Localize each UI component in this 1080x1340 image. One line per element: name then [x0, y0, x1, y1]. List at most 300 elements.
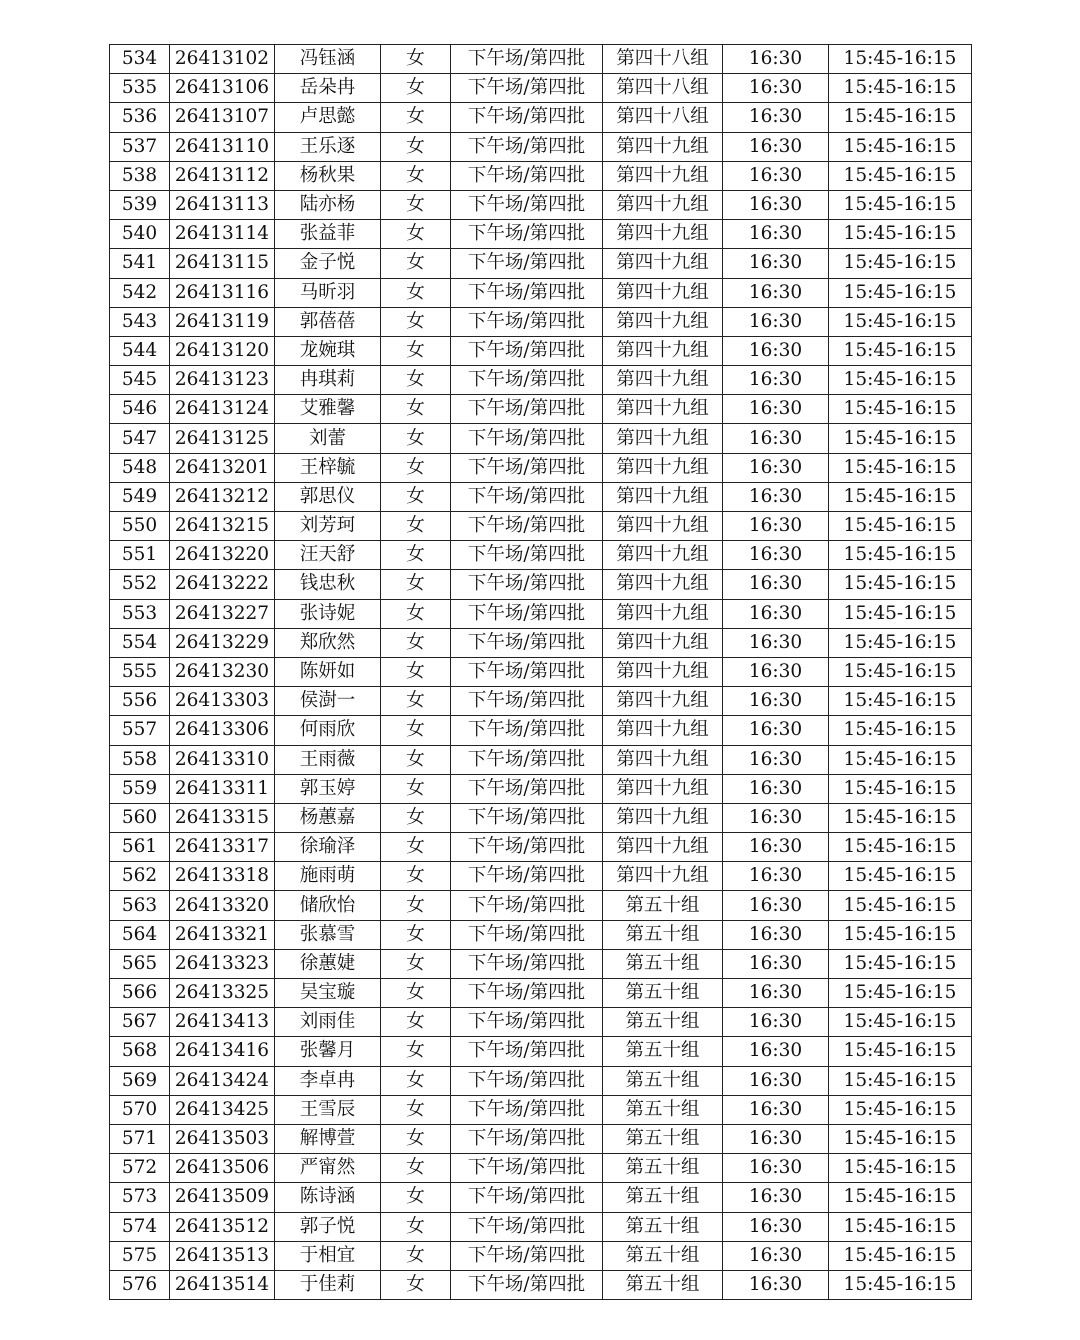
cell-student-name: 冯钰涵: [275, 45, 381, 74]
cell-serial-number: 540: [110, 220, 170, 249]
cell-student-id: 26413317: [170, 833, 275, 862]
cell-student-name: 龙婉琪: [275, 336, 381, 365]
cell-gender: 女: [381, 1037, 451, 1066]
cell-start-time: 16:30: [723, 979, 829, 1008]
cell-session-batch: 下午场/第四批: [451, 336, 603, 365]
cell-group: 第四十八组: [603, 45, 723, 74]
cell-check-in-window: 15:45-16:15: [829, 161, 972, 190]
table-row: [110, 541, 972, 570]
cell-session-batch: 下午场/第四批: [451, 453, 603, 482]
cell-serial-number: 568: [110, 1037, 170, 1066]
cell-gender: 女: [381, 512, 451, 541]
table-row: [110, 512, 972, 541]
cell-start-time: 16:30: [723, 366, 829, 395]
table-row: [110, 1124, 972, 1153]
cell-start-time: 16:30: [723, 920, 829, 949]
cell-start-time: 16:30: [723, 453, 829, 482]
cell-student-id: 26413230: [170, 657, 275, 686]
cell-gender: 女: [381, 1154, 451, 1183]
cell-serial-number: 563: [110, 891, 170, 920]
document-page: [109, 44, 971, 1300]
cell-session-batch: 下午场/第四批: [451, 1212, 603, 1241]
cell-start-time: 16:30: [723, 336, 829, 365]
cell-student-id: 26413315: [170, 803, 275, 832]
cell-student-name: 杨蕙嘉: [275, 803, 381, 832]
cell-serial-number: 546: [110, 395, 170, 424]
cell-student-id: 26413506: [170, 1154, 275, 1183]
cell-student-name: 张诗妮: [275, 599, 381, 628]
cell-group: 第四十九组: [603, 862, 723, 891]
cell-gender: 女: [381, 1095, 451, 1124]
table-row: [110, 1066, 972, 1095]
cell-check-in-window: 15:45-16:15: [829, 803, 972, 832]
cell-student-id: 26413113: [170, 190, 275, 219]
cell-serial-number: 535: [110, 74, 170, 103]
cell-gender: 女: [381, 1066, 451, 1095]
table-row: [110, 366, 972, 395]
cell-start-time: 16:30: [723, 1183, 829, 1212]
cell-start-time: 16:30: [723, 190, 829, 219]
cell-check-in-window: 15:45-16:15: [829, 541, 972, 570]
table-row: [110, 657, 972, 686]
cell-check-in-window: 15:45-16:15: [829, 1008, 972, 1037]
cell-session-batch: 下午场/第四批: [451, 716, 603, 745]
cell-student-name: 王雪辰: [275, 1095, 381, 1124]
table-row: [110, 862, 972, 891]
cell-serial-number: 559: [110, 774, 170, 803]
cell-check-in-window: 15:45-16:15: [829, 862, 972, 891]
cell-serial-number: 566: [110, 979, 170, 1008]
cell-session-batch: 下午场/第四批: [451, 512, 603, 541]
table-row: [110, 570, 972, 599]
cell-start-time: 16:30: [723, 1270, 829, 1299]
cell-start-time: 16:30: [723, 541, 829, 570]
cell-check-in-window: 15:45-16:15: [829, 1124, 972, 1153]
cell-serial-number: 561: [110, 833, 170, 862]
cell-group: 第四十九组: [603, 190, 723, 219]
cell-serial-number: 574: [110, 1212, 170, 1241]
cell-gender: 女: [381, 745, 451, 774]
cell-student-name: 艾雅馨: [275, 395, 381, 424]
cell-student-name: 陈诗涵: [275, 1183, 381, 1212]
table-row: [110, 453, 972, 482]
cell-serial-number: 564: [110, 920, 170, 949]
cell-check-in-window: 15:45-16:15: [829, 395, 972, 424]
cell-session-batch: 下午场/第四批: [451, 1270, 603, 1299]
cell-session-batch: 下午场/第四批: [451, 570, 603, 599]
cell-start-time: 16:30: [723, 891, 829, 920]
cell-serial-number: 536: [110, 103, 170, 132]
cell-student-id: 26413325: [170, 979, 275, 1008]
cell-session-batch: 下午场/第四批: [451, 74, 603, 103]
cell-start-time: 16:30: [723, 74, 829, 103]
cell-gender: 女: [381, 716, 451, 745]
cell-student-id: 26413125: [170, 424, 275, 453]
cell-start-time: 16:30: [723, 1095, 829, 1124]
cell-serial-number: 549: [110, 482, 170, 511]
cell-gender: 女: [381, 979, 451, 1008]
cell-serial-number: 562: [110, 862, 170, 891]
cell-serial-number: 537: [110, 132, 170, 161]
table-row: [110, 336, 972, 365]
cell-gender: 女: [381, 336, 451, 365]
cell-check-in-window: 15:45-16:15: [829, 1037, 972, 1066]
cell-group: 第五十组: [603, 979, 723, 1008]
cell-group: 第四十九组: [603, 424, 723, 453]
cell-student-id: 26413413: [170, 1008, 275, 1037]
cell-student-name: 王乐逐: [275, 132, 381, 161]
cell-student-name: 于佳莉: [275, 1270, 381, 1299]
cell-start-time: 16:30: [723, 103, 829, 132]
cell-session-batch: 下午场/第四批: [451, 920, 603, 949]
cell-check-in-window: 15:45-16:15: [829, 949, 972, 978]
cell-start-time: 16:30: [723, 599, 829, 628]
cell-start-time: 16:30: [723, 395, 829, 424]
cell-start-time: 16:30: [723, 132, 829, 161]
table-row: [110, 599, 972, 628]
cell-gender: 女: [381, 161, 451, 190]
cell-check-in-window: 15:45-16:15: [829, 628, 972, 657]
cell-gender: 女: [381, 366, 451, 395]
cell-gender: 女: [381, 395, 451, 424]
cell-session-batch: 下午场/第四批: [451, 395, 603, 424]
cell-student-name: 徐瑜泽: [275, 833, 381, 862]
table-row: [110, 1212, 972, 1241]
cell-student-name: 张益菲: [275, 220, 381, 249]
cell-serial-number: 560: [110, 803, 170, 832]
table-row: [110, 1270, 972, 1299]
cell-gender: 女: [381, 1270, 451, 1299]
table-row: [110, 687, 972, 716]
cell-student-name: 吴宝璇: [275, 979, 381, 1008]
cell-serial-number: 541: [110, 249, 170, 278]
table-row: [110, 833, 972, 862]
cell-student-id: 26413222: [170, 570, 275, 599]
cell-serial-number: 542: [110, 278, 170, 307]
cell-session-batch: 下午场/第四批: [451, 161, 603, 190]
cell-serial-number: 553: [110, 599, 170, 628]
cell-student-name: 金子悦: [275, 249, 381, 278]
cell-group: 第五十组: [603, 1008, 723, 1037]
cell-student-id: 26413116: [170, 278, 275, 307]
table-row: [110, 1037, 972, 1066]
cell-serial-number: 554: [110, 628, 170, 657]
cell-group: 第四十九组: [603, 687, 723, 716]
cell-serial-number: 545: [110, 366, 170, 395]
cell-student-name: 严甯然: [275, 1154, 381, 1183]
cell-gender: 女: [381, 190, 451, 219]
cell-gender: 女: [381, 803, 451, 832]
table-row: [110, 716, 972, 745]
table-row: [110, 249, 972, 278]
cell-session-batch: 下午场/第四批: [451, 891, 603, 920]
cell-start-time: 16:30: [723, 862, 829, 891]
cell-check-in-window: 15:45-16:15: [829, 1183, 972, 1212]
table-row: [110, 1095, 972, 1124]
cell-session-batch: 下午场/第四批: [451, 1037, 603, 1066]
cell-gender: 女: [381, 1124, 451, 1153]
table-row: [110, 920, 972, 949]
cell-student-name: 汪天舒: [275, 541, 381, 570]
cell-serial-number: 567: [110, 1008, 170, 1037]
cell-gender: 女: [381, 862, 451, 891]
cell-start-time: 16:30: [723, 687, 829, 716]
cell-student-name: 王梓毓: [275, 453, 381, 482]
cell-check-in-window: 15:45-16:15: [829, 278, 972, 307]
cell-group: 第四十九组: [603, 599, 723, 628]
cell-gender: 女: [381, 949, 451, 978]
roster-table-body: [110, 45, 972, 1300]
cell-session-batch: 下午场/第四批: [451, 424, 603, 453]
cell-start-time: 16:30: [723, 949, 829, 978]
table-row: [110, 424, 972, 453]
cell-serial-number: 543: [110, 307, 170, 336]
cell-start-time: 16:30: [723, 745, 829, 774]
cell-gender: 女: [381, 920, 451, 949]
cell-serial-number: 572: [110, 1154, 170, 1183]
cell-session-batch: 下午场/第四批: [451, 949, 603, 978]
cell-student-name: 郭蓓蓓: [275, 307, 381, 336]
cell-check-in-window: 15:45-16:15: [829, 1241, 972, 1270]
cell-check-in-window: 15:45-16:15: [829, 979, 972, 1008]
cell-serial-number: 565: [110, 949, 170, 978]
cell-gender: 女: [381, 307, 451, 336]
cell-check-in-window: 15:45-16:15: [829, 453, 972, 482]
cell-gender: 女: [381, 833, 451, 862]
cell-student-name: 王雨薇: [275, 745, 381, 774]
cell-start-time: 16:30: [723, 161, 829, 190]
cell-student-id: 26413318: [170, 862, 275, 891]
cell-student-id: 26413102: [170, 45, 275, 74]
cell-group: 第四十九组: [603, 833, 723, 862]
cell-student-name: 郑欣然: [275, 628, 381, 657]
cell-check-in-window: 15:45-16:15: [829, 132, 972, 161]
cell-start-time: 16:30: [723, 1066, 829, 1095]
cell-check-in-window: 15:45-16:15: [829, 687, 972, 716]
cell-session-batch: 下午场/第四批: [451, 628, 603, 657]
cell-student-name: 刘芳珂: [275, 512, 381, 541]
cell-session-batch: 下午场/第四批: [451, 1183, 603, 1212]
table-row: [110, 278, 972, 307]
cell-group: 第四十九组: [603, 482, 723, 511]
cell-gender: 女: [381, 541, 451, 570]
cell-gender: 女: [381, 1008, 451, 1037]
cell-gender: 女: [381, 570, 451, 599]
cell-student-name: 马昕羽: [275, 278, 381, 307]
cell-serial-number: 557: [110, 716, 170, 745]
cell-student-id: 26413107: [170, 103, 275, 132]
cell-group: 第四十九组: [603, 657, 723, 686]
cell-gender: 女: [381, 599, 451, 628]
cell-start-time: 16:30: [723, 278, 829, 307]
cell-check-in-window: 15:45-16:15: [829, 103, 972, 132]
cell-session-batch: 下午场/第四批: [451, 1154, 603, 1183]
cell-student-id: 26413424: [170, 1066, 275, 1095]
cell-student-name: 卢思懿: [275, 103, 381, 132]
cell-group: 第四十九组: [603, 307, 723, 336]
cell-serial-number: 539: [110, 190, 170, 219]
cell-group: 第五十组: [603, 1066, 723, 1095]
cell-group: 第五十组: [603, 1270, 723, 1299]
cell-group: 第五十组: [603, 920, 723, 949]
cell-start-time: 16:30: [723, 774, 829, 803]
cell-start-time: 16:30: [723, 1241, 829, 1270]
cell-group: 第五十组: [603, 1124, 723, 1153]
cell-check-in-window: 15:45-16:15: [829, 220, 972, 249]
table-row: [110, 307, 972, 336]
cell-student-id: 26413119: [170, 307, 275, 336]
cell-student-name: 施雨萌: [275, 862, 381, 891]
cell-session-batch: 下午场/第四批: [451, 249, 603, 278]
cell-check-in-window: 15:45-16:15: [829, 891, 972, 920]
cell-group: 第四十九组: [603, 132, 723, 161]
cell-student-name: 储欣怡: [275, 891, 381, 920]
cell-session-batch: 下午场/第四批: [451, 307, 603, 336]
cell-serial-number: 547: [110, 424, 170, 453]
table-row: [110, 1008, 972, 1037]
cell-start-time: 16:30: [723, 424, 829, 453]
cell-check-in-window: 15:45-16:15: [829, 657, 972, 686]
cell-check-in-window: 15:45-16:15: [829, 774, 972, 803]
cell-serial-number: 538: [110, 161, 170, 190]
table-row: [110, 979, 972, 1008]
cell-student-id: 26413106: [170, 74, 275, 103]
cell-start-time: 16:30: [723, 628, 829, 657]
cell-group: 第五十组: [603, 1212, 723, 1241]
cell-session-batch: 下午场/第四批: [451, 103, 603, 132]
cell-student-id: 26413227: [170, 599, 275, 628]
cell-group: 第五十组: [603, 1154, 723, 1183]
cell-gender: 女: [381, 249, 451, 278]
cell-session-batch: 下午场/第四批: [451, 833, 603, 862]
cell-student-name: 刘雨佳: [275, 1008, 381, 1037]
cell-gender: 女: [381, 103, 451, 132]
cell-student-id: 26413509: [170, 1183, 275, 1212]
cell-start-time: 16:30: [723, 1212, 829, 1241]
cell-student-name: 陆亦杨: [275, 190, 381, 219]
cell-student-id: 26413320: [170, 891, 275, 920]
cell-student-id: 26413215: [170, 512, 275, 541]
cell-student-id: 26413321: [170, 920, 275, 949]
cell-start-time: 16:30: [723, 45, 829, 74]
cell-session-batch: 下午场/第四批: [451, 45, 603, 74]
cell-group: 第四十九组: [603, 628, 723, 657]
cell-gender: 女: [381, 628, 451, 657]
cell-session-batch: 下午场/第四批: [451, 862, 603, 891]
cell-start-time: 16:30: [723, 1037, 829, 1066]
cell-serial-number: 534: [110, 45, 170, 74]
cell-group: 第四十九组: [603, 541, 723, 570]
cell-check-in-window: 15:45-16:15: [829, 190, 972, 219]
cell-student-name: 张馨月: [275, 1037, 381, 1066]
cell-session-batch: 下午场/第四批: [451, 132, 603, 161]
cell-serial-number: 570: [110, 1095, 170, 1124]
cell-start-time: 16:30: [723, 307, 829, 336]
cell-student-name: 郭思仪: [275, 482, 381, 511]
cell-serial-number: 548: [110, 453, 170, 482]
cell-gender: 女: [381, 45, 451, 74]
cell-check-in-window: 15:45-16:15: [829, 1066, 972, 1095]
cell-group: 第四十九组: [603, 803, 723, 832]
cell-student-name: 张慕雪: [275, 920, 381, 949]
cell-group: 第四十八组: [603, 74, 723, 103]
cell-serial-number: 576: [110, 1270, 170, 1299]
cell-group: 第五十组: [603, 1037, 723, 1066]
cell-start-time: 16:30: [723, 833, 829, 862]
cell-group: 第四十九组: [603, 161, 723, 190]
cell-student-id: 26413323: [170, 949, 275, 978]
cell-check-in-window: 15:45-16:15: [829, 424, 972, 453]
cell-gender: 女: [381, 74, 451, 103]
table-row: [110, 774, 972, 803]
cell-check-in-window: 15:45-16:15: [829, 74, 972, 103]
cell-start-time: 16:30: [723, 512, 829, 541]
cell-check-in-window: 15:45-16:15: [829, 716, 972, 745]
cell-session-batch: 下午场/第四批: [451, 482, 603, 511]
cell-student-name: 何雨欣: [275, 716, 381, 745]
cell-group: 第四十九组: [603, 249, 723, 278]
cell-serial-number: 558: [110, 745, 170, 774]
cell-session-batch: 下午场/第四批: [451, 1095, 603, 1124]
cell-student-id: 26413306: [170, 716, 275, 745]
table-row: [110, 395, 972, 424]
cell-start-time: 16:30: [723, 249, 829, 278]
cell-gender: 女: [381, 132, 451, 161]
cell-group: 第五十组: [603, 1241, 723, 1270]
cell-gender: 女: [381, 1183, 451, 1212]
cell-student-id: 26413212: [170, 482, 275, 511]
cell-check-in-window: 15:45-16:15: [829, 366, 972, 395]
cell-group: 第四十九组: [603, 774, 723, 803]
cell-group: 第四十九组: [603, 395, 723, 424]
cell-session-batch: 下午场/第四批: [451, 774, 603, 803]
cell-student-id: 26413114: [170, 220, 275, 249]
cell-gender: 女: [381, 424, 451, 453]
table-row: [110, 891, 972, 920]
cell-student-id: 26413503: [170, 1124, 275, 1153]
cell-serial-number: 575: [110, 1241, 170, 1270]
table-row: [110, 803, 972, 832]
cell-check-in-window: 15:45-16:15: [829, 570, 972, 599]
cell-gender: 女: [381, 220, 451, 249]
cell-session-batch: 下午场/第四批: [451, 366, 603, 395]
cell-group: 第四十九组: [603, 278, 723, 307]
cell-group: 第四十九组: [603, 570, 723, 599]
cell-student-id: 26413425: [170, 1095, 275, 1124]
cell-start-time: 16:30: [723, 1124, 829, 1153]
cell-session-batch: 下午场/第四批: [451, 1066, 603, 1095]
cell-start-time: 16:30: [723, 803, 829, 832]
cell-gender: 女: [381, 774, 451, 803]
cell-serial-number: 555: [110, 657, 170, 686]
cell-serial-number: 552: [110, 570, 170, 599]
cell-start-time: 16:30: [723, 482, 829, 511]
cell-gender: 女: [381, 891, 451, 920]
cell-session-batch: 下午场/第四批: [451, 803, 603, 832]
cell-serial-number: 551: [110, 541, 170, 570]
cell-group: 第四十八组: [603, 103, 723, 132]
cell-serial-number: 571: [110, 1124, 170, 1153]
cell-check-in-window: 15:45-16:15: [829, 1212, 972, 1241]
cell-student-name: 杨秋果: [275, 161, 381, 190]
cell-gender: 女: [381, 687, 451, 716]
table-row: [110, 161, 972, 190]
cell-serial-number: 556: [110, 687, 170, 716]
cell-start-time: 16:30: [723, 716, 829, 745]
cell-group: 第四十九组: [603, 220, 723, 249]
cell-check-in-window: 15:45-16:15: [829, 336, 972, 365]
cell-student-id: 26413220: [170, 541, 275, 570]
